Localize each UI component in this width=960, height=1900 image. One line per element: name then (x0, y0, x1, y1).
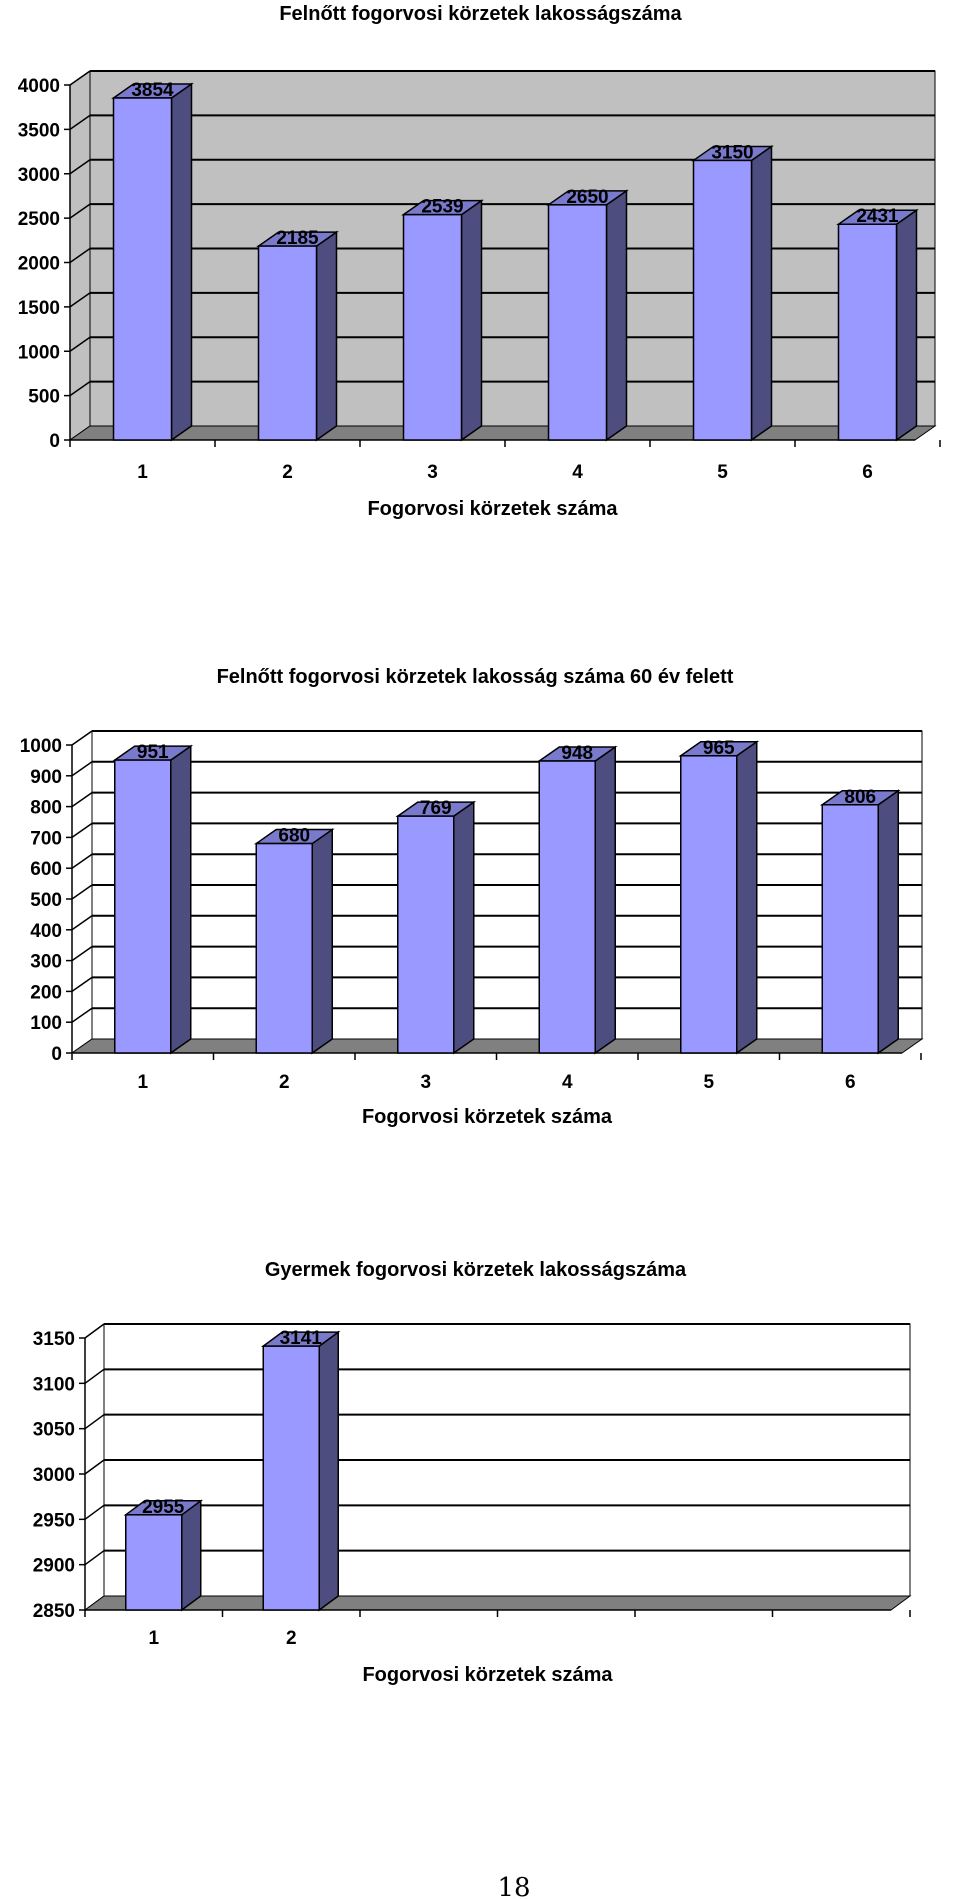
bar (115, 746, 191, 1053)
bar-front (126, 1515, 182, 1610)
x-axis-title: Fogorvosi körzetek száma (362, 1664, 613, 1686)
bar (539, 747, 615, 1053)
data-label: 965 (702, 737, 735, 759)
bar-side (878, 791, 898, 1053)
gridline-side (85, 1460, 104, 1474)
x-tick-label: 2 (285, 1628, 297, 1649)
bar-front (263, 1346, 319, 1610)
x-tick-label: 5 (717, 462, 728, 483)
bar (263, 1332, 338, 1610)
bar-front (839, 224, 897, 440)
y-tick-label: 2850 (32, 1601, 75, 1622)
x-tick-label: 2 (278, 1072, 290, 1093)
bar (114, 84, 192, 440)
bar-front (549, 205, 607, 440)
bar-side (182, 1501, 201, 1610)
y-tick-label: 3150 (32, 1329, 75, 1350)
y-tick-label: 2000 (17, 253, 60, 275)
data-label: 3854 (131, 79, 174, 101)
gridline-side (72, 977, 92, 991)
gridline-side (85, 1551, 104, 1565)
floor (72, 1039, 922, 1053)
gridline-side (72, 1008, 92, 1022)
gridline-side (72, 823, 92, 837)
bar-side (317, 232, 337, 440)
bar-side (607, 191, 627, 440)
floor (70, 426, 935, 440)
bar-side (752, 146, 772, 440)
data-label: 3150 (711, 142, 754, 164)
bar-front (822, 805, 878, 1053)
gridline-side (72, 916, 92, 930)
y-tick-label: 1000 (17, 342, 60, 364)
page-number: 18 (497, 1873, 531, 1900)
y-tick-label: 3100 (32, 1374, 75, 1396)
y-tick-label: 0 (51, 1044, 62, 1065)
x-tick-label: 2 (282, 462, 293, 483)
data-label: 2185 (276, 228, 319, 250)
y-tick-label: 2950 (32, 1510, 75, 1532)
x-axis-title: Fogorvosi körzetek száma (361, 1106, 613, 1128)
gridline-side (85, 1415, 104, 1429)
bar-front (694, 160, 752, 440)
x-tick-label: 4 (572, 462, 583, 483)
y-tick-label: 900 (30, 766, 62, 788)
bar-side (319, 1332, 338, 1610)
data-label: 2539 (421, 196, 464, 218)
gridline-side (72, 947, 92, 961)
gridline-side (85, 1324, 104, 1338)
y-tick-label: 1500 (17, 297, 60, 319)
y-tick-label: 1000 (19, 736, 62, 757)
bar-front (115, 760, 171, 1053)
y-tick-label: 500 (28, 386, 60, 408)
y-tick-label: 2500 (17, 209, 60, 231)
bar (822, 791, 898, 1053)
gridline-side (72, 854, 92, 868)
bar (256, 830, 332, 1053)
bar-side (312, 830, 332, 1053)
y-tick-label: 400 (30, 920, 62, 942)
bar-front (114, 98, 172, 440)
y-tick-label: 800 (30, 797, 62, 819)
bar (398, 802, 474, 1053)
data-label: 2650 (566, 186, 609, 208)
bar-side (462, 201, 482, 440)
y-tick-label: 500 (30, 890, 62, 911)
bar-front (398, 816, 454, 1053)
gridline-side (85, 1505, 104, 1519)
x-tick-label: 5 (703, 1072, 715, 1093)
x-tick-label: 1 (137, 462, 148, 483)
data-label: 806 (844, 786, 877, 808)
y-tick-label: 3000 (32, 1465, 75, 1486)
chart-adult-population (18, 3, 940, 520)
x-tick-label: 3 (427, 462, 438, 483)
y-tick-label: 700 (30, 828, 62, 850)
y-tick-label: 200 (30, 982, 62, 1004)
bar-front (681, 756, 737, 1053)
gridline-side (72, 731, 92, 745)
gridline-side (72, 793, 92, 807)
chart-title: Felnőtt fogorvosi körzetek lakosságszáma (279, 3, 682, 25)
x-tick-label: 6 (862, 462, 873, 483)
bar (549, 191, 627, 440)
chart-title: Gyermek fogorvosi körzetek lakosságszáma (264, 1259, 687, 1281)
y-tick-label: 4000 (17, 76, 60, 97)
data-label: 769 (419, 798, 452, 820)
bar-side (897, 210, 917, 440)
data-label: 951 (136, 742, 169, 764)
x-tick-label: 4 (561, 1072, 573, 1093)
data-label: 2955 (142, 1496, 185, 1518)
bar-side (595, 747, 615, 1053)
gridline-side (72, 885, 92, 899)
data-label: 3141 (279, 1328, 322, 1350)
bar-side (737, 742, 757, 1053)
x-axis-title: Fogorvosi körzetek száma (367, 498, 618, 520)
bar-front (259, 246, 317, 440)
bar (839, 210, 917, 440)
chart-adult-over-60 (20, 666, 922, 1128)
y-tick-label: 3000 (17, 164, 60, 186)
x-tick-label: 1 (137, 1072, 149, 1093)
y-tick-label: 3050 (32, 1419, 75, 1441)
y-tick-label: 300 (30, 951, 62, 973)
y-tick-label: 600 (30, 859, 62, 881)
bar-front (256, 844, 312, 1053)
chart-title: Felnőtt fogorvosi körzetek lakosság száma 60 év felett (216, 666, 734, 688)
bar-side (172, 84, 192, 440)
bar-side (454, 802, 474, 1053)
x-tick-label: 6 (844, 1072, 856, 1093)
gridline-side (85, 1369, 104, 1383)
y-tick-label: 100 (30, 1013, 62, 1035)
bar-side (171, 746, 191, 1053)
y-tick-label: 2900 (32, 1555, 75, 1577)
y-tick-label: 3500 (17, 120, 60, 142)
bar-front (404, 215, 462, 440)
x-tick-label: 3 (420, 1072, 432, 1093)
bar (694, 146, 772, 440)
bar (404, 201, 482, 440)
data-label: 680 (278, 825, 311, 847)
bar-front (539, 761, 595, 1053)
data-label: 948 (561, 743, 594, 765)
data-label: 2431 (856, 206, 899, 228)
y-tick-label: 0 (49, 431, 60, 452)
x-tick-label: 1 (148, 1628, 160, 1649)
bar (681, 742, 757, 1053)
bar (259, 232, 337, 440)
gridline-side (72, 762, 92, 776)
chart-child-population (33, 1259, 910, 1686)
floor (85, 1596, 910, 1610)
